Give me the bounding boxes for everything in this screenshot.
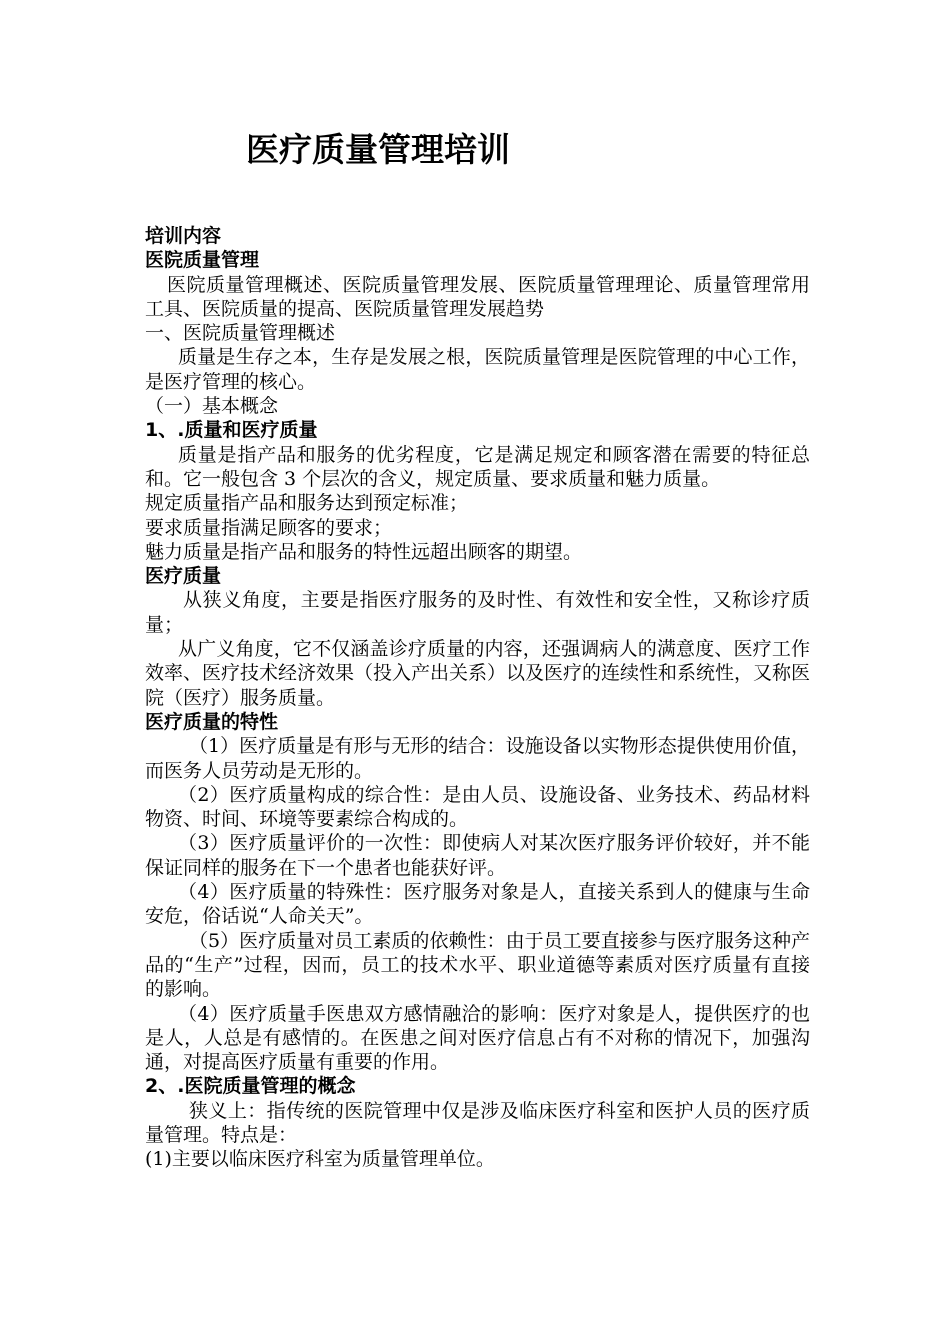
paragraph-narrow-sense: 从狭义角度，主要是指医疗服务的及时性、有效性和安全性，又称诊疗质量； [145,589,810,636]
section-heading-basic-concepts: （一）基本概念 [145,395,279,418]
paragraph-characteristic-3: （3）医疗质量评价的一次性：即使病人对某次医疗服务评价较好，并不能保证同样的服务在下一个患者也能获好评。 [145,832,810,879]
paragraph-characteristic-6: （4）医疗质量手医患双方感情融洽的影响：医疗对象是人，提供医疗的也是人，人总是有感情的。在医患之间对医疗信息占有不对称的情况下，加强沟通，对提高医疗质量有重要的作用。 [145,1002,810,1074]
section-heading-medical-quality: 医疗质量 [145,565,222,588]
document-body [145,224,810,1172]
paragraph-attractive-quality: 魅力质量是指产品和服务的特性远超出顾客的期望。 [145,540,583,563]
section-heading-quality-and-medical-quality: 1、.质量和医疗质量 [145,419,318,442]
paragraph-required-quality: 要求质量指满足顾客的要求； [145,516,393,539]
paragraph-specified-quality: 规定质量指产品和服务达到预定标准； [145,492,469,515]
paragraph-narrow-definition: 狭义上：指传统的医院管理中仅是涉及临床医疗科室和医护人员的医疗质量管理。特点是： [145,1099,810,1146]
paragraph-characteristic-2: （2）医疗质量构成的综合性：是由人员、设施设备、业务技术、药品材料物资、时间、环境等要素综合构成的。 [145,783,810,831]
paragraph-quality-definition: 质量是指产品和服务的优劣程度，它是满足规定和顾客潜在需要的特征总和。它一般包含 3 个层次的含义，规定质量、要求质量和魅力质量。 [145,443,810,490]
section-heading-training-content: 培训内容 [145,225,222,247]
document-title: 医疗质量管理培训 [246,130,510,169]
paragraph-characteristic-5: （5）医疗质量对员工素质的依赖性：由于员工要直接参与医疗服务这种产品的“生产”过程，因而，员工的技术水平、职业道德等素质对医疗质量有直接的影响。 [145,929,810,1001]
paragraph-outline: 医院质量管理概述、医院质量管理发展、医院质量管理理论、质量管理常用工具、医院质量的提高、医院质量管理发展趋势 [145,273,810,320]
paragraph-broad-sense: 从广义角度，它不仅涵盖诊疗质量的内容，还强调病人的满意度、医疗工作效率、医疗技术经济效果（投入产出关系）以及医疗的连续性和系统性，又称医院（医疗）服务质量。 [145,638,811,709]
section-subheading-hospital-quality-management: 医院质量管理 [145,249,260,272]
section-heading-medical-quality-characteristics: 医疗质量的特性 [145,710,279,733]
paragraph-characteristic-1: （1）医疗质量是有形与无形的结合：设施设备以实物形态提供使用价值，而医务人员劳动是无形的。 [145,735,810,782]
section-heading-hospital-quality-management-concept: 2、.医院质量管理的概念 [145,1075,356,1098]
paragraph-characteristic-4: （4）医疗质量的特殊性：医疗服务对象是人，直接关系到人的健康与生命安危，俗话说“人命关天”。 [145,881,810,928]
paragraph-quality-core: 质量是生存之本，生存是发展之根，医院质量管理是医院管理的中心工作，是医疗管理的核心。 [145,346,810,393]
section-heading-overview: 一、医院质量管理概述 [145,322,336,345]
paragraph-point-1: (1)主要以临床医疗科室为质量管理单位。 [145,1148,495,1171]
